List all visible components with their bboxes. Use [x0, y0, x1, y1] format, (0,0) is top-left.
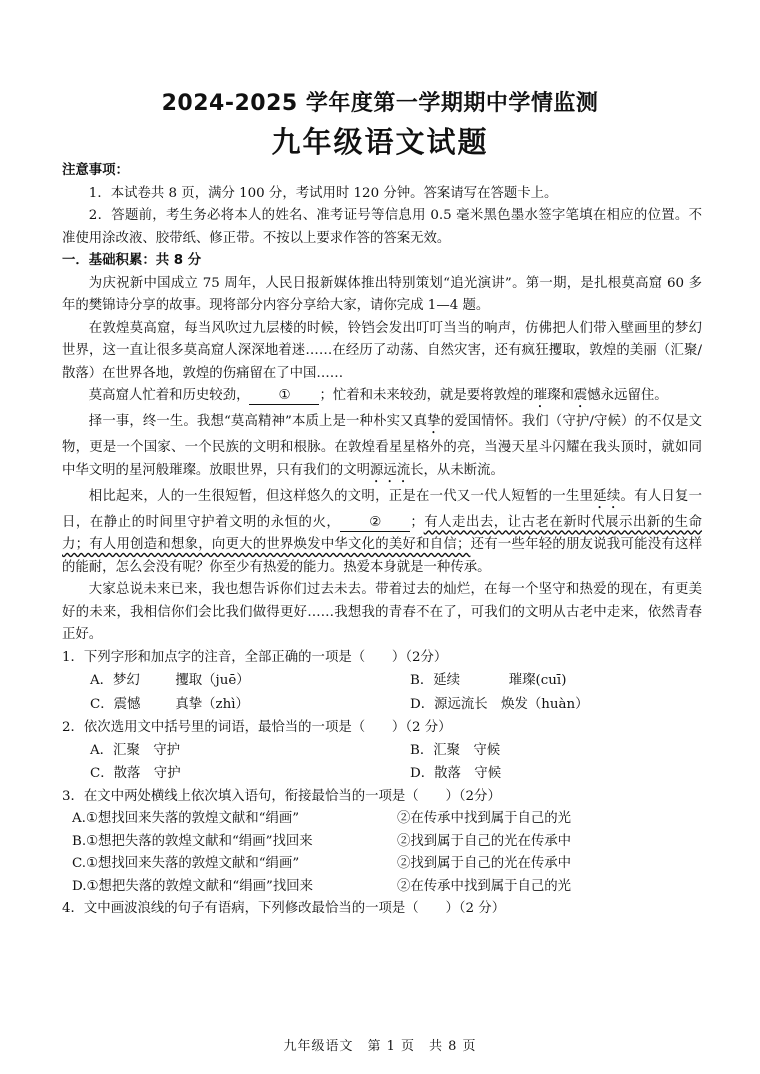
question-1-stem: 1．下列字形和加点字的注音，全部正确的一项是（ ）（2分） [62, 649, 448, 665]
q1-option-a: A．梦幻 攫取（juē） [90, 672, 250, 688]
passage-intro: 为庆祝新中国成立 75 周年，人民日报新媒体推出特别策划“追光演讲”。第一期，是扎根莫高窟 60 多年的樊锦诗分享的故事。现将部分内容分享给大家，请你完成 1—4 题。 [62, 275, 702, 313]
question-4-stem: 4．文中画波浪线的句子有语病，下列修改最恰当的一项是（ ）（2 分） [62, 901, 506, 916]
q1-option-b: B．延续 璀璨(cuī) [410, 672, 567, 688]
dotted-char: 璀 [533, 388, 548, 403]
question-1 [62, 647, 702, 718]
exam-body [62, 160, 702, 921]
wavy-underlined-sentence: 有人走出去，让古老在新时代展示出新的生命力；有人用创造和想象，向更大的世界焕发中华文化的美好和自信； [62, 514, 703, 552]
q3-option-b: B.①想把失落的敦煌文献和“绢画”找回来 ②找到属于自己的光在传承中 [72, 833, 572, 849]
passage-para-4: 相比起来，人的一生很短暂，但这样悠久的文明，正是在一代又一代人短暂的一生里延续。有人日复一日，在静止的时间里守护着文明的永恒的火， ② ；有人走出去，让古老在新时代展示出新的生命力；有人用创造和想象，向更大的世界焕发中华文化的美好和自信；还有一些年轻的朋友说我可能没有这样的能耐，怎么会没有呢？你至少有热爱的能力。热爱本身就是一种传承。 [62, 488, 703, 575]
q2-option-a: A．汇聚 守护 [90, 742, 181, 758]
q2-option-b: B．汇聚 守候 [410, 742, 501, 758]
passage-para-3: 择一事，终一生。我想“莫高精神”本质上是一种朴实又真挚的爱国情怀。我们（守护/守候）的不仅是文物，更是一个国家、一个民族的文明和根脉。在敦煌看星星格外的亮，当漫天星斗闪耀在我头顶时，就如同中华文明的星河般璀璨。放眼世界，只有我们的文明源远流长，从未断流。 [62, 414, 702, 478]
question-3-stem: 3．在文中两处横线上依次填入语句，衔接最恰当的一项是（ ）（2分） [62, 788, 501, 804]
question-3 [62, 786, 702, 899]
q3-option-d: D.①想把失落的敦煌文献和“绢画”找回来 ②在传承中找到属于自己的光 [72, 878, 572, 894]
blank-1: ① [249, 388, 319, 405]
passage-para-5: 大家总说未来已来，我也想告诉你们过去未去。带着过去的灿烂，在每一个坚守和热爱的现在，有更美好的未来，我相信你们会比我们做得更好……我想我的青春不在了，可我们的文明从古老中走来，依然青春正好。 [62, 582, 702, 642]
question-2-stem: 2．依次选用文中括号里的词语，最恰当的一项是（ ）（2 分） [62, 720, 452, 735]
page-footer: 九年级语文 第 1 页 共 8 页 [283, 1039, 477, 1054]
passage-para-2: 莫高窟人忙着和历史较劲， ① ；忙着和未来较劲，就是要将敦煌的璀璨和震憾永远留住。 [88, 388, 668, 403]
q2-option-d: D．散落 守候 [410, 765, 502, 781]
notice-heading: 注意事项： [62, 163, 129, 178]
q2-option-c: C．散落 守护 [90, 765, 181, 781]
notice-item-2: 2．答题前，考生务必将本人的姓名、准考证号等信息用 0.5 毫米黑色墨水签字笔填在相应的位置。不准使用涂改液、胶带纸、修正带。不按以上要求作答的答案无效。 [62, 208, 702, 246]
q3-option-a: A.①想找回来失落的敦煌文献和“绢画” ②在传承中找到属于自己的光 [72, 811, 572, 826]
question-2 [62, 717, 702, 786]
blank-2: ② [340, 515, 410, 532]
exam-title: 2024-2025 学年度第一学期期中学情监测 [161, 91, 599, 116]
question-4 [62, 898, 702, 921]
q1-option-c: C．震憾 真挚（zhì） [90, 696, 249, 712]
dotted-char: 延续 [593, 488, 621, 504]
dotted-char: 震 [573, 388, 588, 403]
section-heading: 一．基础积累：共 8 分 [62, 253, 202, 268]
exam-subtitle: 九年级语文试题 [271, 125, 489, 159]
q3-option-c: C.①想找回来失落的敦煌文献和“绢画” ②找到属于自己的光在传承中 [72, 856, 572, 871]
q1-option-d: D．源远流长 焕发（huàn） [410, 696, 589, 712]
passage-para-1: 在敦煌莫高窟，每当风吹过九层楼的时候，铃铛会发出叮叮当当的响声，仿佛把人们带入壁画里的梦幻世界，这一直让很多莫高窟人深深地着迷……在经历了动荡、自然灾害，还有疯狂攫取，敦煌的美丽（汇聚/散落）在世界各地，敦煌的伤痛留在了中国…… [62, 320, 702, 381]
notice-item-1: 1．本试卷共 8 页，满分 100 分，考试用时 120 分钟。答案请写在答题卡上。 [88, 185, 558, 201]
dotted-char: 源远流 [369, 462, 411, 478]
dotted-char: 挚 [427, 414, 441, 429]
